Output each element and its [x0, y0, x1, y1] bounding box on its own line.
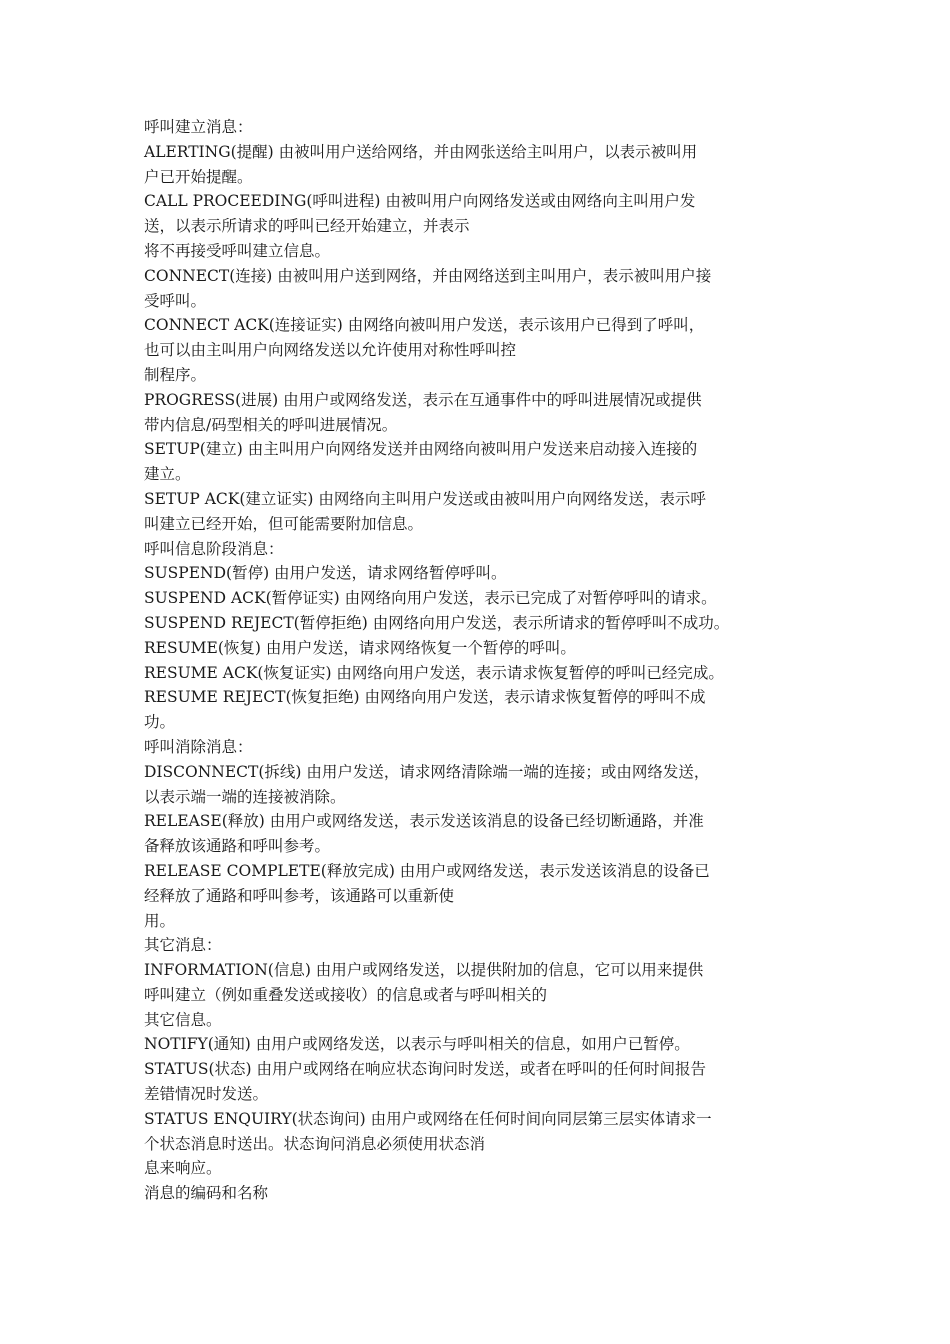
text-line: SUSPEND ACK(暂停证实) 由网络向用户发送，表示已完成了对暂停呼叫的请求。 — [144, 589, 717, 608]
text-line: 个状态消息时送出。状态询问消息必须使用状态消 — [144, 1134, 486, 1153]
text-line: RESUME REJECT(恢复拒绝) 由网络向用户发送，表示请求恢复暂停的呼叫不成 — [144, 688, 706, 707]
text-line: PROGRESS(进展) 由用户或网络发送，表示在互通事件中的呼叫进展情况或提供 — [144, 390, 702, 409]
text-line: RELEASE COMPLETE(释放完成) 由用户或网络发送，表示发送该消息的设备已 — [144, 861, 710, 880]
text-line: CONNECT(连接) 由被叫用户送到网络，并由网络送到主叫用户，表示被叫用户接 — [144, 266, 712, 285]
text-line: 也可以由主叫用户向网络发送以允许使用对称性呼叫控 — [144, 341, 517, 360]
text-line: NOTIFY(通知) 由用户或网络发送，以表示与呼叫相关的信息，如用户已暂停。 — [144, 1035, 690, 1054]
text-line: DISCONNECT(拆线) 由用户发送，请求网络清除端一端的连接；或由网络发送， — [144, 762, 710, 781]
text-line: CALL PROCEEDING(呼叫进程) 由被叫用户向网络发送或由网络向主叫用户发 — [144, 192, 696, 211]
text-line: 备释放该通路和呼叫参考。 — [144, 837, 331, 856]
text-line: INFORMATION(信息) 由用户或网络发送，以提供附加的信息，它可以用来提供 — [144, 961, 704, 980]
text-line: 呼叫消除消息： — [144, 737, 253, 756]
text-line: 息来响应。 — [144, 1159, 222, 1178]
text-line: 呼叫建立（例如重叠发送或接收）的信息或者与呼叫相关的 — [144, 985, 548, 1004]
text-line: 户已开始提醒。 — [144, 167, 253, 186]
text-line: STATUS ENQUIRY(状态询问) 由用户或网络在任何时间向同层第三层实体请求一 — [144, 1109, 712, 1128]
text-line: 以表示端一端的连接被消除。 — [144, 787, 346, 806]
text-line: RESUME(恢复) 由用户发送，请求网络恢复一个暂停的呼叫。 — [144, 638, 576, 657]
text-line: 差错情况时发送。 — [144, 1085, 269, 1104]
text-line: 制程序。 — [144, 365, 207, 384]
text-line: SETUP ACK(建立证实) 由网络向主叫用户发送或由被叫用户向网络发送，表示呼 — [144, 489, 706, 508]
text-line: 呼叫建立消息： — [144, 118, 253, 136]
text-line: 经释放了通路和呼叫参考，该通路可以重新使 — [144, 886, 455, 905]
text-line: 其它消息： — [144, 936, 222, 955]
text-line: 建立。 — [144, 465, 191, 484]
text-line: SUSPEND(暂停) 由用户发送，请求网络暂停呼叫。 — [144, 564, 507, 583]
text-line: 其它信息。 — [144, 1010, 222, 1029]
text-line: RESUME ACK(恢复证实) 由网络向用户发送，表示请求恢复暂停的呼叫已经完成。 — [144, 663, 724, 682]
text-line: 叫建立已经开始，但可能需要附加信息。 — [144, 514, 424, 533]
text-line: CONNECT ACK(连接证实) 由网络向被叫用户发送，表示该用户已得到了呼叫， — [144, 316, 705, 335]
document-body — [144, 115, 784, 1206]
text-line: 用。 — [144, 911, 176, 930]
text-line: 将不再接受呼叫建立信息。 — [144, 241, 331, 260]
text-line: SETUP(建立) 由主叫用户向网络发送并由网络向被叫用户发送来启动接入连接的 — [144, 440, 698, 459]
text-line: ALERTING(提醒) 由被叫用户送给网络，并由网张送给主叫用户，以表示被叫用 — [144, 142, 698, 161]
text-line: 受呼叫。 — [144, 291, 207, 310]
text-line: 消息的编码和名称 — [144, 1184, 269, 1203]
text-line: 送，以表示所请求的呼叫已经开始建立，并表示 — [144, 217, 470, 236]
text-line: 呼叫信息阶段消息： — [144, 539, 284, 558]
text-line: 带内信息/码型相关的呼叫进展情况。 — [144, 415, 398, 434]
text-line: STATUS(状态) 由用户或网络在响应状态询问时发送，或者在呼叫的任何时间报告 — [144, 1060, 706, 1079]
text-line: 功。 — [144, 713, 176, 732]
text-line: SUSPEND REJECT(暂停拒绝) 由网络向用户发送，表示所请求的暂停呼叫不成功。 — [144, 613, 730, 632]
text-line: RELEASE(释放) 由用户或网络发送，表示发送该消息的设备已经切断通路，并准 — [144, 812, 704, 831]
